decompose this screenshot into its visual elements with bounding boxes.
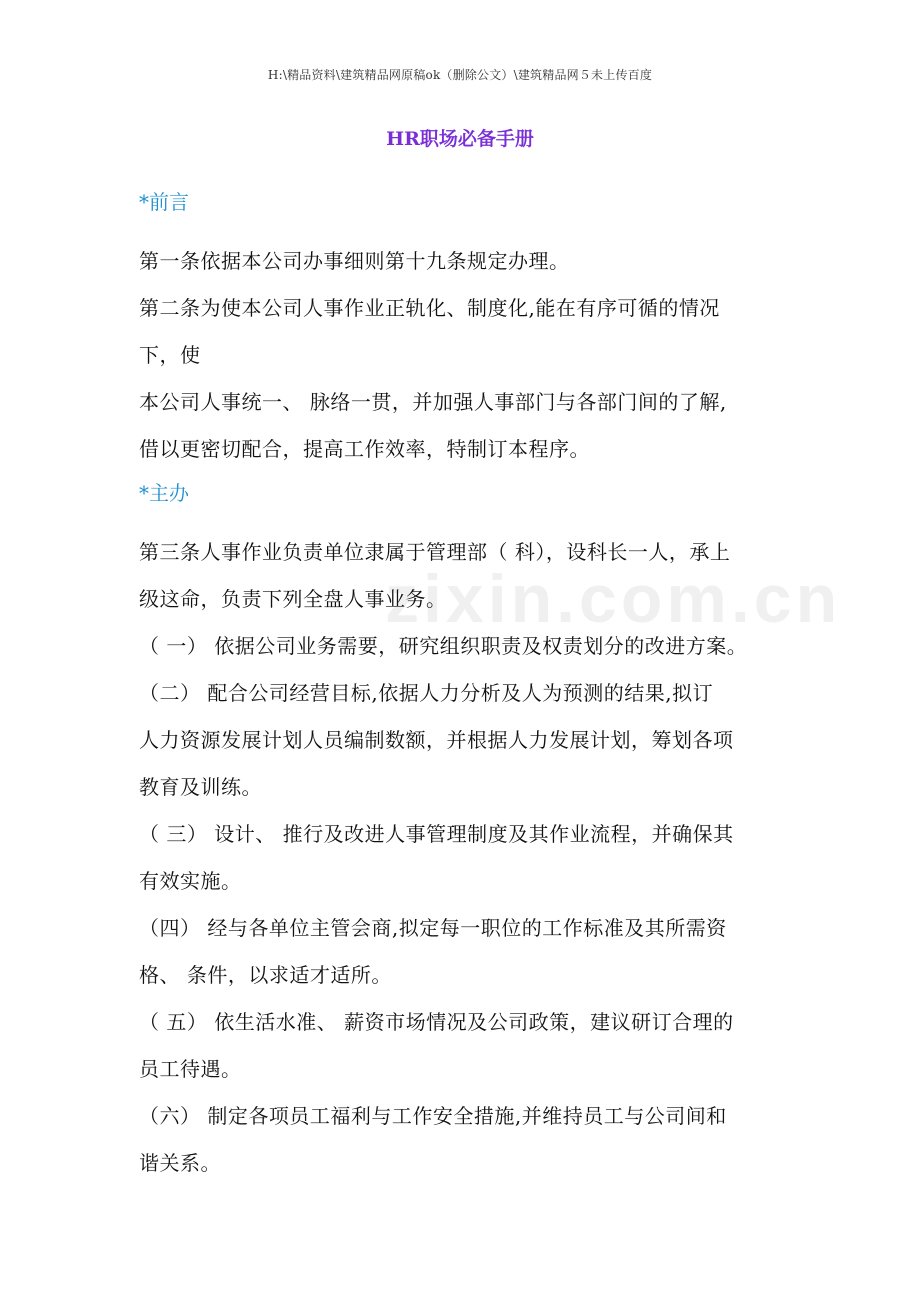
document-title: HR职场必备手册: [386, 128, 534, 150]
section-preface: [139, 190, 794, 473]
text-line: （六） 制定各项员工福利与工作安全措施,并维持员工与公司间和: [139, 1104, 727, 1128]
document-body: [139, 190, 794, 1187]
paragraph: [139, 1093, 794, 1187]
section-heading: *前言: [139, 190, 189, 214]
text-line: 谐关系。: [139, 1151, 221, 1175]
text-line: （ 五） 依生活水准、 薪资市场情况及公司政策，建议研订合理的: [139, 1010, 734, 1034]
paragraph: [139, 379, 794, 473]
watermark: zixin.com.cn: [385, 561, 842, 637]
paragraph: [139, 529, 794, 623]
text-line: 级这命，负责下列全盘人事业务。: [139, 587, 447, 611]
paragraph: [139, 811, 794, 905]
text-line: 第二条为使本公司人事作业正轨化、制度化,能在有序可循的情况: [139, 296, 720, 320]
text-line: （ 三） 设计、 推行及改进人事管理制度及其作业流程，并确保其: [139, 822, 734, 846]
text-line: 本公司人事统一、 脉络一贯，并加强人事部门与各部门间的了解,: [139, 390, 727, 414]
text-line: 格、 条件，以求适才适所。: [139, 963, 392, 987]
text-line: （二） 配合公司经营目标,依据人力分析及人为预测的结果,拟订: [139, 681, 714, 705]
text-line: 第三条人事作业负责单位隶属于管理部（ 科），设科长一人，承上: [139, 540, 731, 564]
text-line: （ 一） 依据公司业务需要，研究组织职责及权责划分的改进方案。: [139, 634, 748, 658]
paragraph: [139, 670, 794, 811]
section-heading: *主办: [139, 481, 189, 505]
paragraph: [139, 238, 794, 285]
text-line: 员工待遇。: [139, 1057, 242, 1081]
section-organizer: [139, 481, 794, 1187]
paragraph: [139, 285, 794, 379]
text-line: （四） 经与各单位主管会商,拟定每一职位的工作标准及其所需资: [139, 916, 727, 940]
text-line: 教育及训练。: [139, 775, 262, 799]
text-line: 下，使: [139, 343, 201, 367]
paragraph: [139, 905, 794, 999]
paragraph: [139, 999, 794, 1093]
paragraph: [139, 623, 794, 670]
text-line: 人力资源发展计划人员编制数额，并根据人力发展计划，筹划各项: [139, 728, 734, 752]
file-path-header: H:\精品资料\建筑精品网原稿ok（删除公文）\建筑精品网５未上传百度: [267, 68, 653, 82]
text-line: 第一条依据本公司办事细则第十九条规定办理。: [139, 249, 570, 273]
text-line: 借以更密切配合，提高工作效率，特制订本程序。: [139, 437, 590, 461]
text-line: 有效实施。: [139, 869, 242, 893]
